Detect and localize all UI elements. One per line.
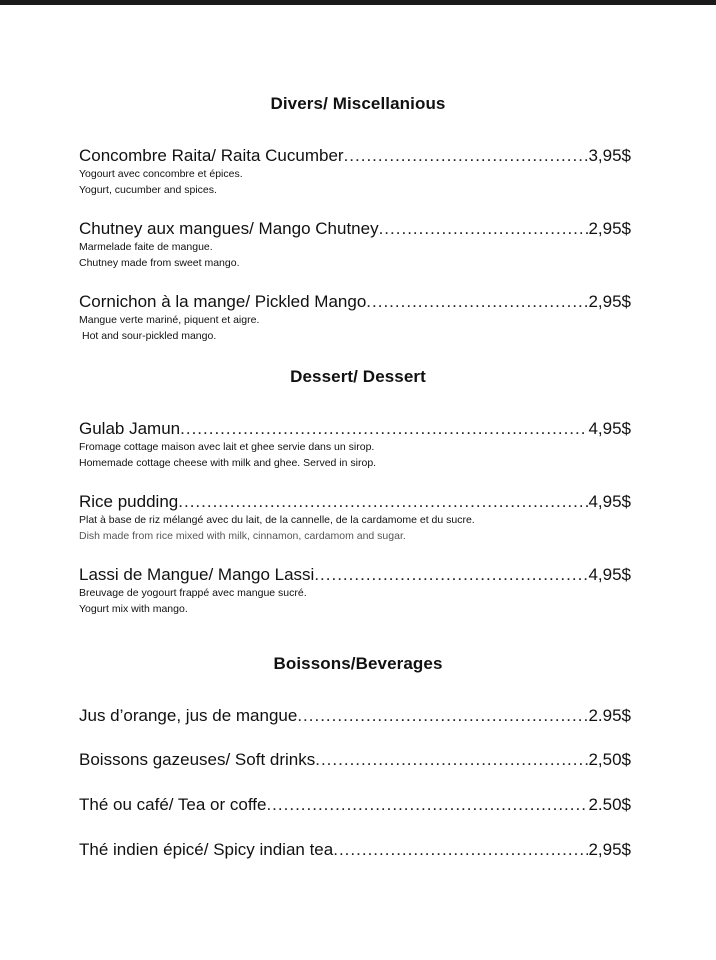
section-title-boissons: Boissons/Beverages (273, 654, 443, 673)
item-price: 2,95$ (588, 292, 631, 311)
top-border (0, 0, 716, 5)
item-price: 4,95$ (588, 492, 631, 511)
item-desc-en: Yogurt mix with mango. (79, 603, 188, 615)
dot-leader (314, 565, 588, 585)
item-price: 4,95$ (588, 419, 631, 438)
item-name: Lassi de Mangue/ Mango Lassi (79, 565, 315, 584)
item-price: 2.95$ (588, 706, 631, 725)
item-name: Chutney aux mangues/ Mango Chutney (79, 219, 379, 238)
dot-leader (266, 795, 588, 815)
menu-item-rice-pudding (79, 492, 631, 544)
item-desc-fr: Yogourt avec concombre et épices. (79, 168, 243, 180)
menu-item-raita (79, 146, 631, 198)
dot-leader (297, 706, 588, 726)
menu-item-juice (79, 706, 631, 726)
item-desc-fr: Plat à base de riz mélangé avec du lait, de la cannelle, de la cardamome et du sucre. (79, 514, 475, 526)
dot-leader (366, 292, 588, 312)
dot-leader (333, 840, 588, 860)
dot-leader (344, 146, 589, 166)
item-desc-fr: Mangue verte mariné, piquent et aigre. (79, 314, 260, 326)
section-title-dessert: Dessert/ Dessert (290, 367, 426, 386)
item-desc-fr: Fromage cottage maison avec lait et ghee servie dans un sirop. (79, 441, 375, 453)
item-name: Gulab Jamun (79, 419, 181, 438)
menu-item-mango-lassi (79, 565, 631, 617)
item-desc-en: Chutney made from sweet mango. (79, 257, 240, 269)
item-name: Cornichon à la mange/ Pickled Mango (79, 292, 367, 311)
item-price: 3,95$ (588, 146, 631, 165)
menu-item-gulab-jamun (79, 419, 631, 471)
menu-item-tea-coffee (79, 795, 631, 815)
dot-leader (315, 750, 588, 770)
item-name: Boissons gazeuses/ Soft drinks (79, 750, 316, 769)
item-desc-en: Yogurt, cucumber and spices. (79, 184, 217, 196)
item-price: 2,95$ (588, 840, 631, 859)
item-name: Concombre Raita/ Raita Cucumber (79, 146, 344, 165)
item-price: 2,95$ (588, 219, 631, 238)
item-name: Thé indien épicé/ Spicy indian tea (79, 840, 334, 859)
item-name: Thé ou café/ Tea or coffe (79, 795, 267, 814)
menu-item-pickled-mango (79, 292, 631, 344)
item-desc-en: Dish made from rice mixed with milk, cinnamon, cardamom and sugar. (79, 530, 406, 542)
menu-item-soft-drinks (79, 750, 631, 770)
menu-item-spicy-tea (79, 840, 631, 860)
section-title-divers: Divers/ Miscellanious (270, 94, 446, 113)
item-price: 2,50$ (588, 750, 631, 769)
item-desc-en: Hot and sour-pickled mango. (82, 330, 217, 342)
item-name: Rice pudding (79, 492, 179, 511)
dot-leader (379, 219, 589, 239)
item-desc-en: Homemade cottage cheese with milk and ghee. Served in sirop. (79, 457, 377, 469)
menu-item-mango-chutney (79, 219, 631, 271)
item-price: 4,95$ (588, 565, 631, 584)
item-price: 2.50$ (588, 795, 631, 814)
item-name: Jus d’orange, jus de mangue (79, 706, 298, 725)
item-desc-fr: Breuvage de yogourt frappé avec mangue sucré. (79, 587, 307, 599)
item-desc-fr: Marmelade faite de mangue. (79, 241, 213, 253)
dot-leader (180, 419, 588, 439)
dot-leader (178, 492, 588, 512)
